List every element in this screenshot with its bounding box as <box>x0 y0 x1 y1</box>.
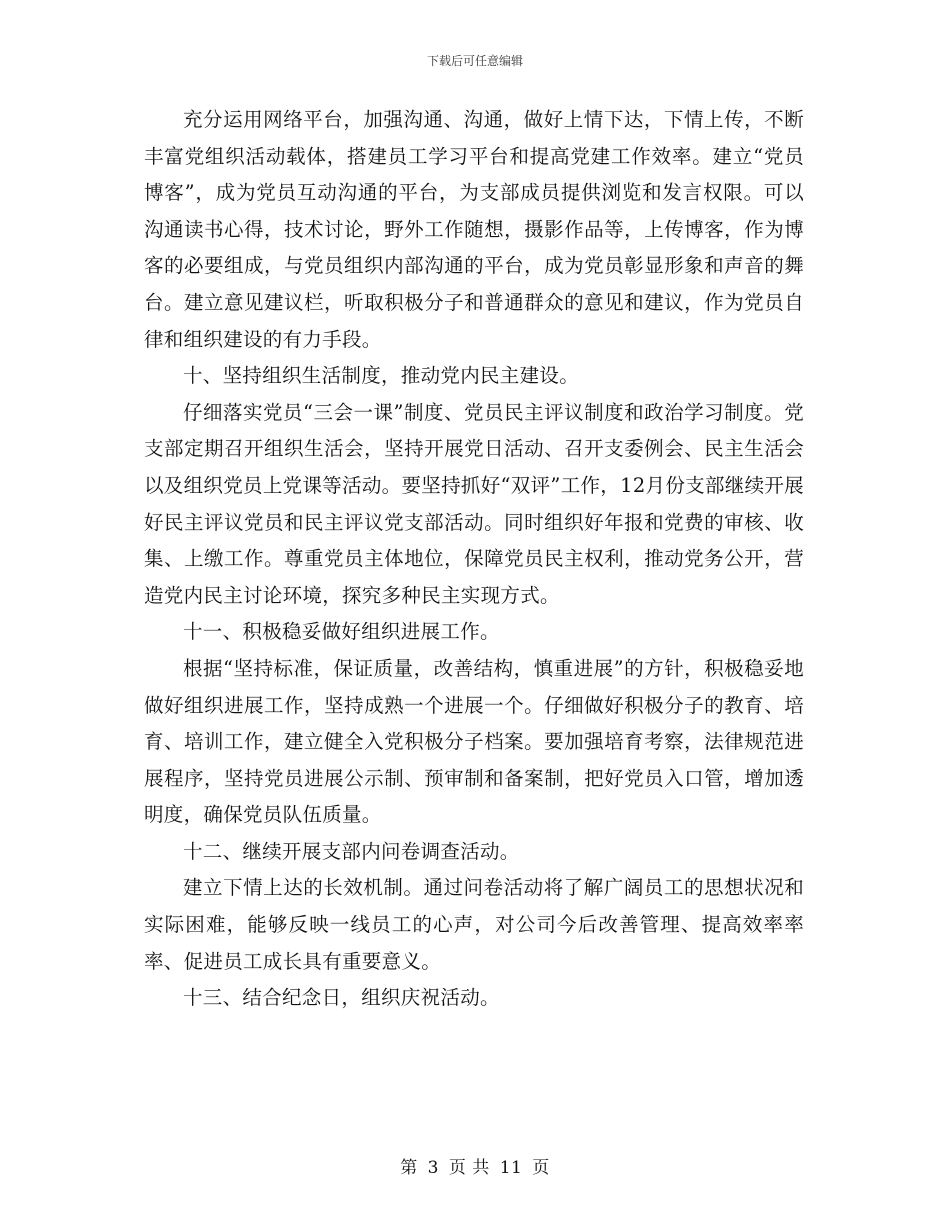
paragraph-network-platform: 充分运用网络平台，加强沟通、沟通，做好上情下达，下情上传，不断丰富党组织活动载体，搭建员工学习平台和提高党建工作效率。建立“党员博客”，成为党员互动沟通的平台，为支部成员提供浏览和发言权限。可以沟通读书心得，技术讨论，野外工作随想，摄影作品等，上传博客，作为博客的必要组成，与党员组织内部沟通的平台，成为党员彰显形象和声音的舞台。建立意见建议栏，听取积极分子和普通群众的意见和建议，作为党员自律和组织建设的有力手段。 <box>144 108 804 351</box>
current-page-number: 3 <box>427 1158 439 1178</box>
heading-section-13: 十三、结合纪念日，组织庆祝活动。 <box>183 986 500 1010</box>
total-page-number: 11 <box>499 1158 523 1178</box>
footer-prefix: 第 <box>400 1158 418 1178</box>
paragraph-organization-life: 仔细落实党员“三会一课”制度、党员民主评议制度和政治学习制度。党支部定期召开组织生活会，坚持开展党日活动、召开支委例会、民主生活会以及组织党员上党课等活动。要坚持抓好“双评”工作，12月份支部继续开展好民主评议党员和民主评议党支部活动。同时组织好年报和党费的审核、收集、上缴工作。尊重党员主体地位，保障党员民主权利，推动党务公开，营造党内民主讨论环境，探究多种民主实现方式。 <box>144 400 804 607</box>
page-footer <box>0 1153 950 1178</box>
paragraph-questionnaire: 建立下情上达的长效机制。通过问卷活动将了解广阔员工的思想状况和实际困难，能够反映一线员工的心声，对公司今后改善管理、提高效率率率、促进员工成长具有重要意义。 <box>144 876 804 973</box>
footer-middle: 页 共 <box>448 1158 490 1178</box>
document-body <box>144 102 804 1017</box>
paragraph-organization-development: 根据“坚持标准，保证质量，改善结构，慎重进展”的方针，积极稳妥地做好组织进展工作，坚持成熟一个进展一个。仔细做好积极分子的教育、培育、培训工作，建立健全入党积极分子档案。要加强培育考察，法律规范进展程序，坚持党员进展公示制、预审制和备案制，把好党员入口管，增加透明度，确保党员队伍质量。 <box>144 656 804 827</box>
footer-suffix: 页 <box>532 1158 550 1178</box>
page-header: 下载后可任意编辑 <box>426 54 523 68</box>
heading-section-10: 十、坚持组织生活制度，推动党内民主建设。 <box>183 364 580 388</box>
heading-section-12: 十二、继续开展支部内问卷调查活动。 <box>183 839 520 863</box>
heading-section-11: 十一、积极稳妥做好组织进展工作。 <box>183 620 500 644</box>
